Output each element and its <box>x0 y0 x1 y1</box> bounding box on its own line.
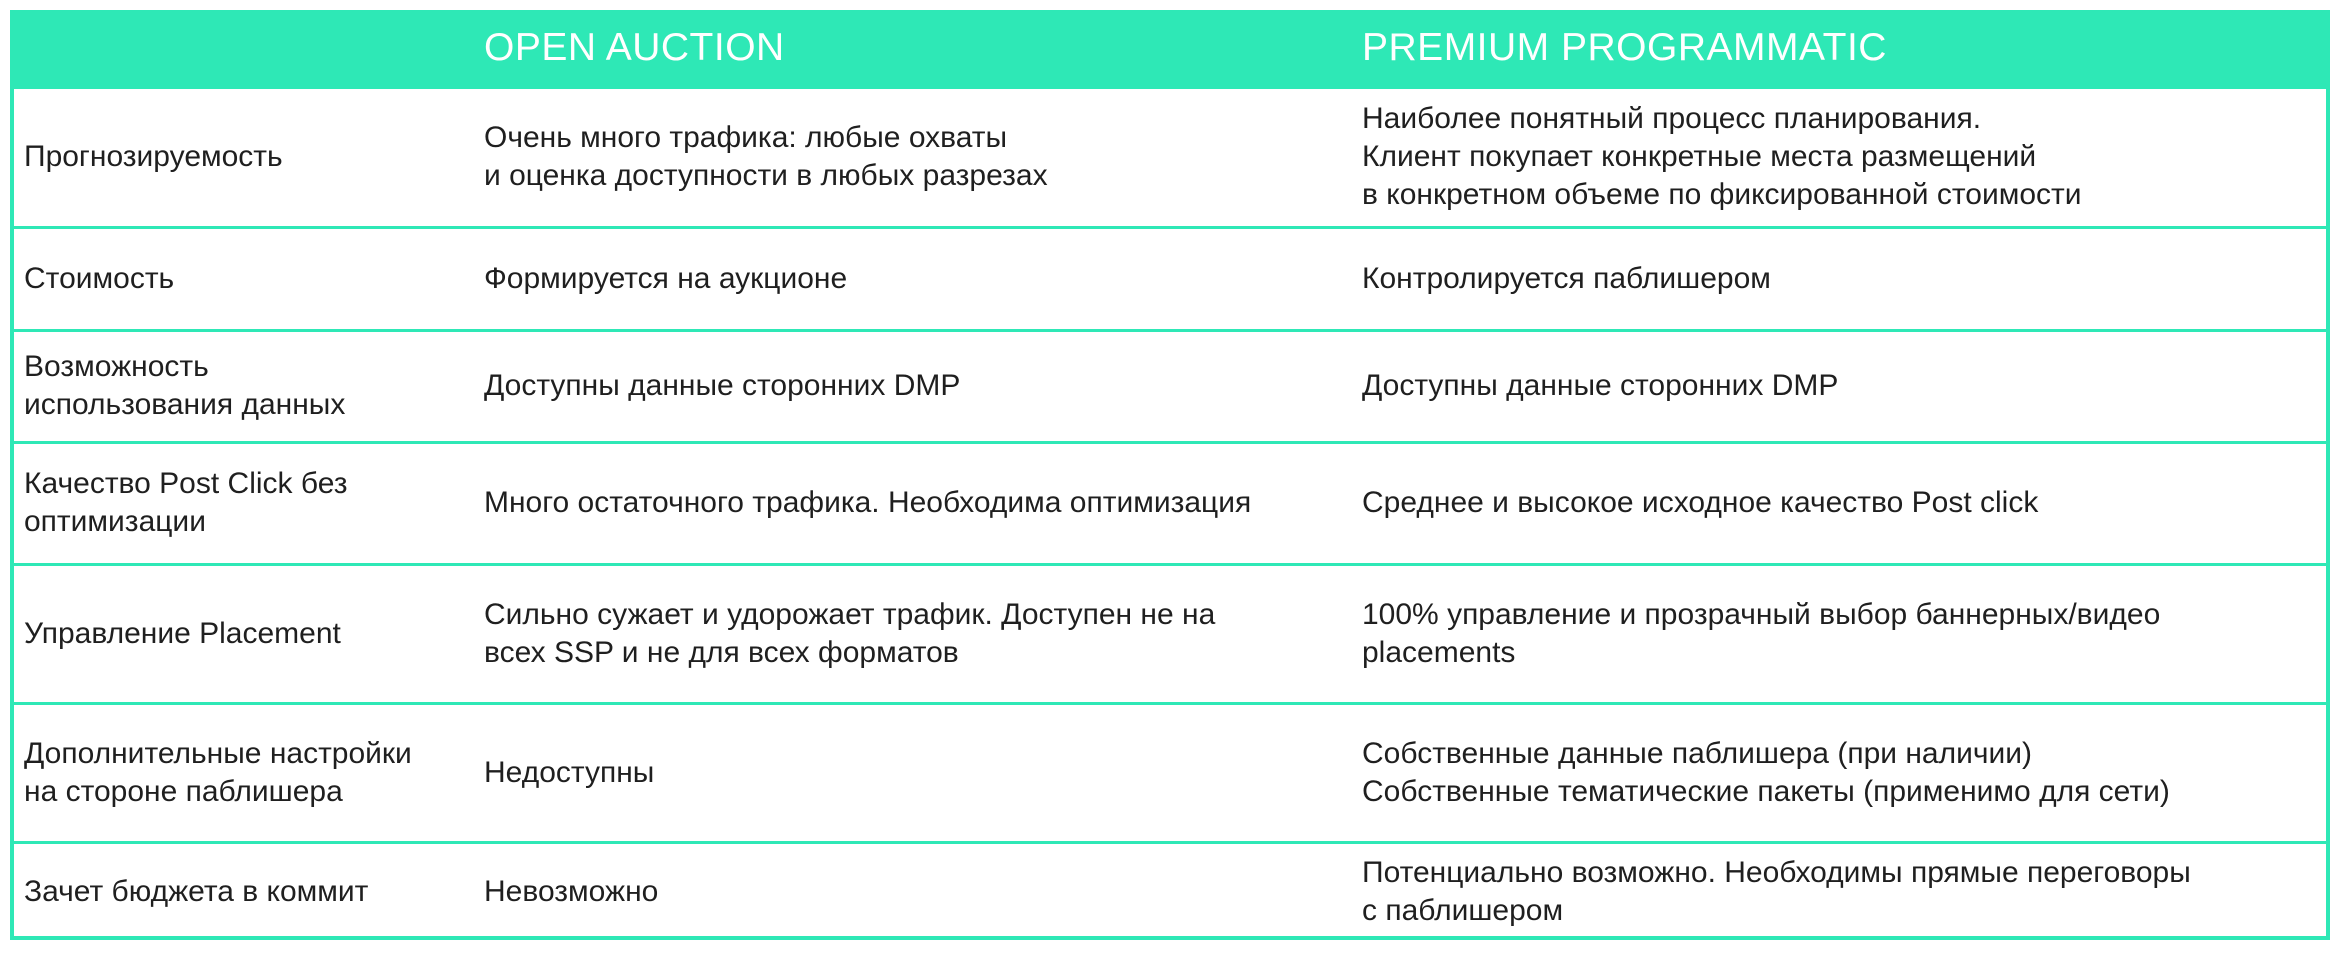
premium-cell: Собственные данные паблишера (при наличии) Собственные тематические пакеты (применимо для сети) <box>1362 736 2170 808</box>
header-criterion <box>14 10 474 87</box>
header-premium-programmatic: PREMIUM PROGRAMMATIC <box>1362 25 1887 69</box>
criterion-cell: Зачет бюджета в коммит <box>24 874 369 908</box>
criterion-cell: Возможность использования данных <box>24 350 346 421</box>
header-row <box>14 10 2326 87</box>
open-auction-cell: Сильно сужает и удорожает трафик. Доступен не на всех SSP и не для всех форматов <box>484 597 1216 669</box>
table-body <box>14 87 2326 940</box>
header-open-auction: OPEN AUCTION <box>484 25 785 69</box>
table-row <box>14 87 2326 227</box>
criterion-cell: Стоимость <box>24 261 175 295</box>
premium-cell: Среднее и высокое исходное качество Post click <box>1362 486 2039 519</box>
criterion-cell: Управление Placement <box>24 616 341 650</box>
premium-cell: Потенциально возможно. Необходимы прямые переговоры с паблишером <box>1362 855 2191 927</box>
table-row <box>14 842 2326 940</box>
table-header <box>14 10 2326 87</box>
table-row <box>14 330 2326 442</box>
premium-cell: 100% управление и прозрачный выбор баннерных/видео placements <box>1362 597 2161 669</box>
table-row <box>14 703 2326 842</box>
open-auction-cell: Формируется на аукционе <box>484 261 848 295</box>
table-row <box>14 227 2326 330</box>
premium-cell: Контролируется паблишером <box>1362 261 1771 295</box>
table-row <box>14 442 2326 564</box>
open-auction-cell: Невозможно <box>484 874 659 908</box>
open-auction-cell: Доступны данные сторонних DMP <box>484 369 961 402</box>
premium-cell: Наиболее понятный процесс планирования. Клиент покупает конкретные места размещений в конкретном объеме по фиксированной стоимости <box>1362 102 2082 211</box>
criterion-cell: Качество Post Click без оптимизации <box>24 467 348 538</box>
table-row <box>14 564 2326 703</box>
open-auction-cell: Много остаточного трафика. Необходима оптимизация <box>484 486 1252 519</box>
premium-cell: Доступны данные сторонних DMP <box>1362 369 1839 402</box>
comparison-table <box>14 10 2326 940</box>
comparison-table-wrapper <box>10 10 2330 940</box>
open-auction-cell: Недоступны <box>484 755 655 789</box>
criterion-cell: Прогнозируемость <box>24 140 283 173</box>
criterion-cell: Дополнительные настройки на стороне паблишера <box>24 736 412 808</box>
open-auction-cell: Очень много трафика: любые охваты и оценка доступности в любых разрезах <box>484 121 1048 192</box>
